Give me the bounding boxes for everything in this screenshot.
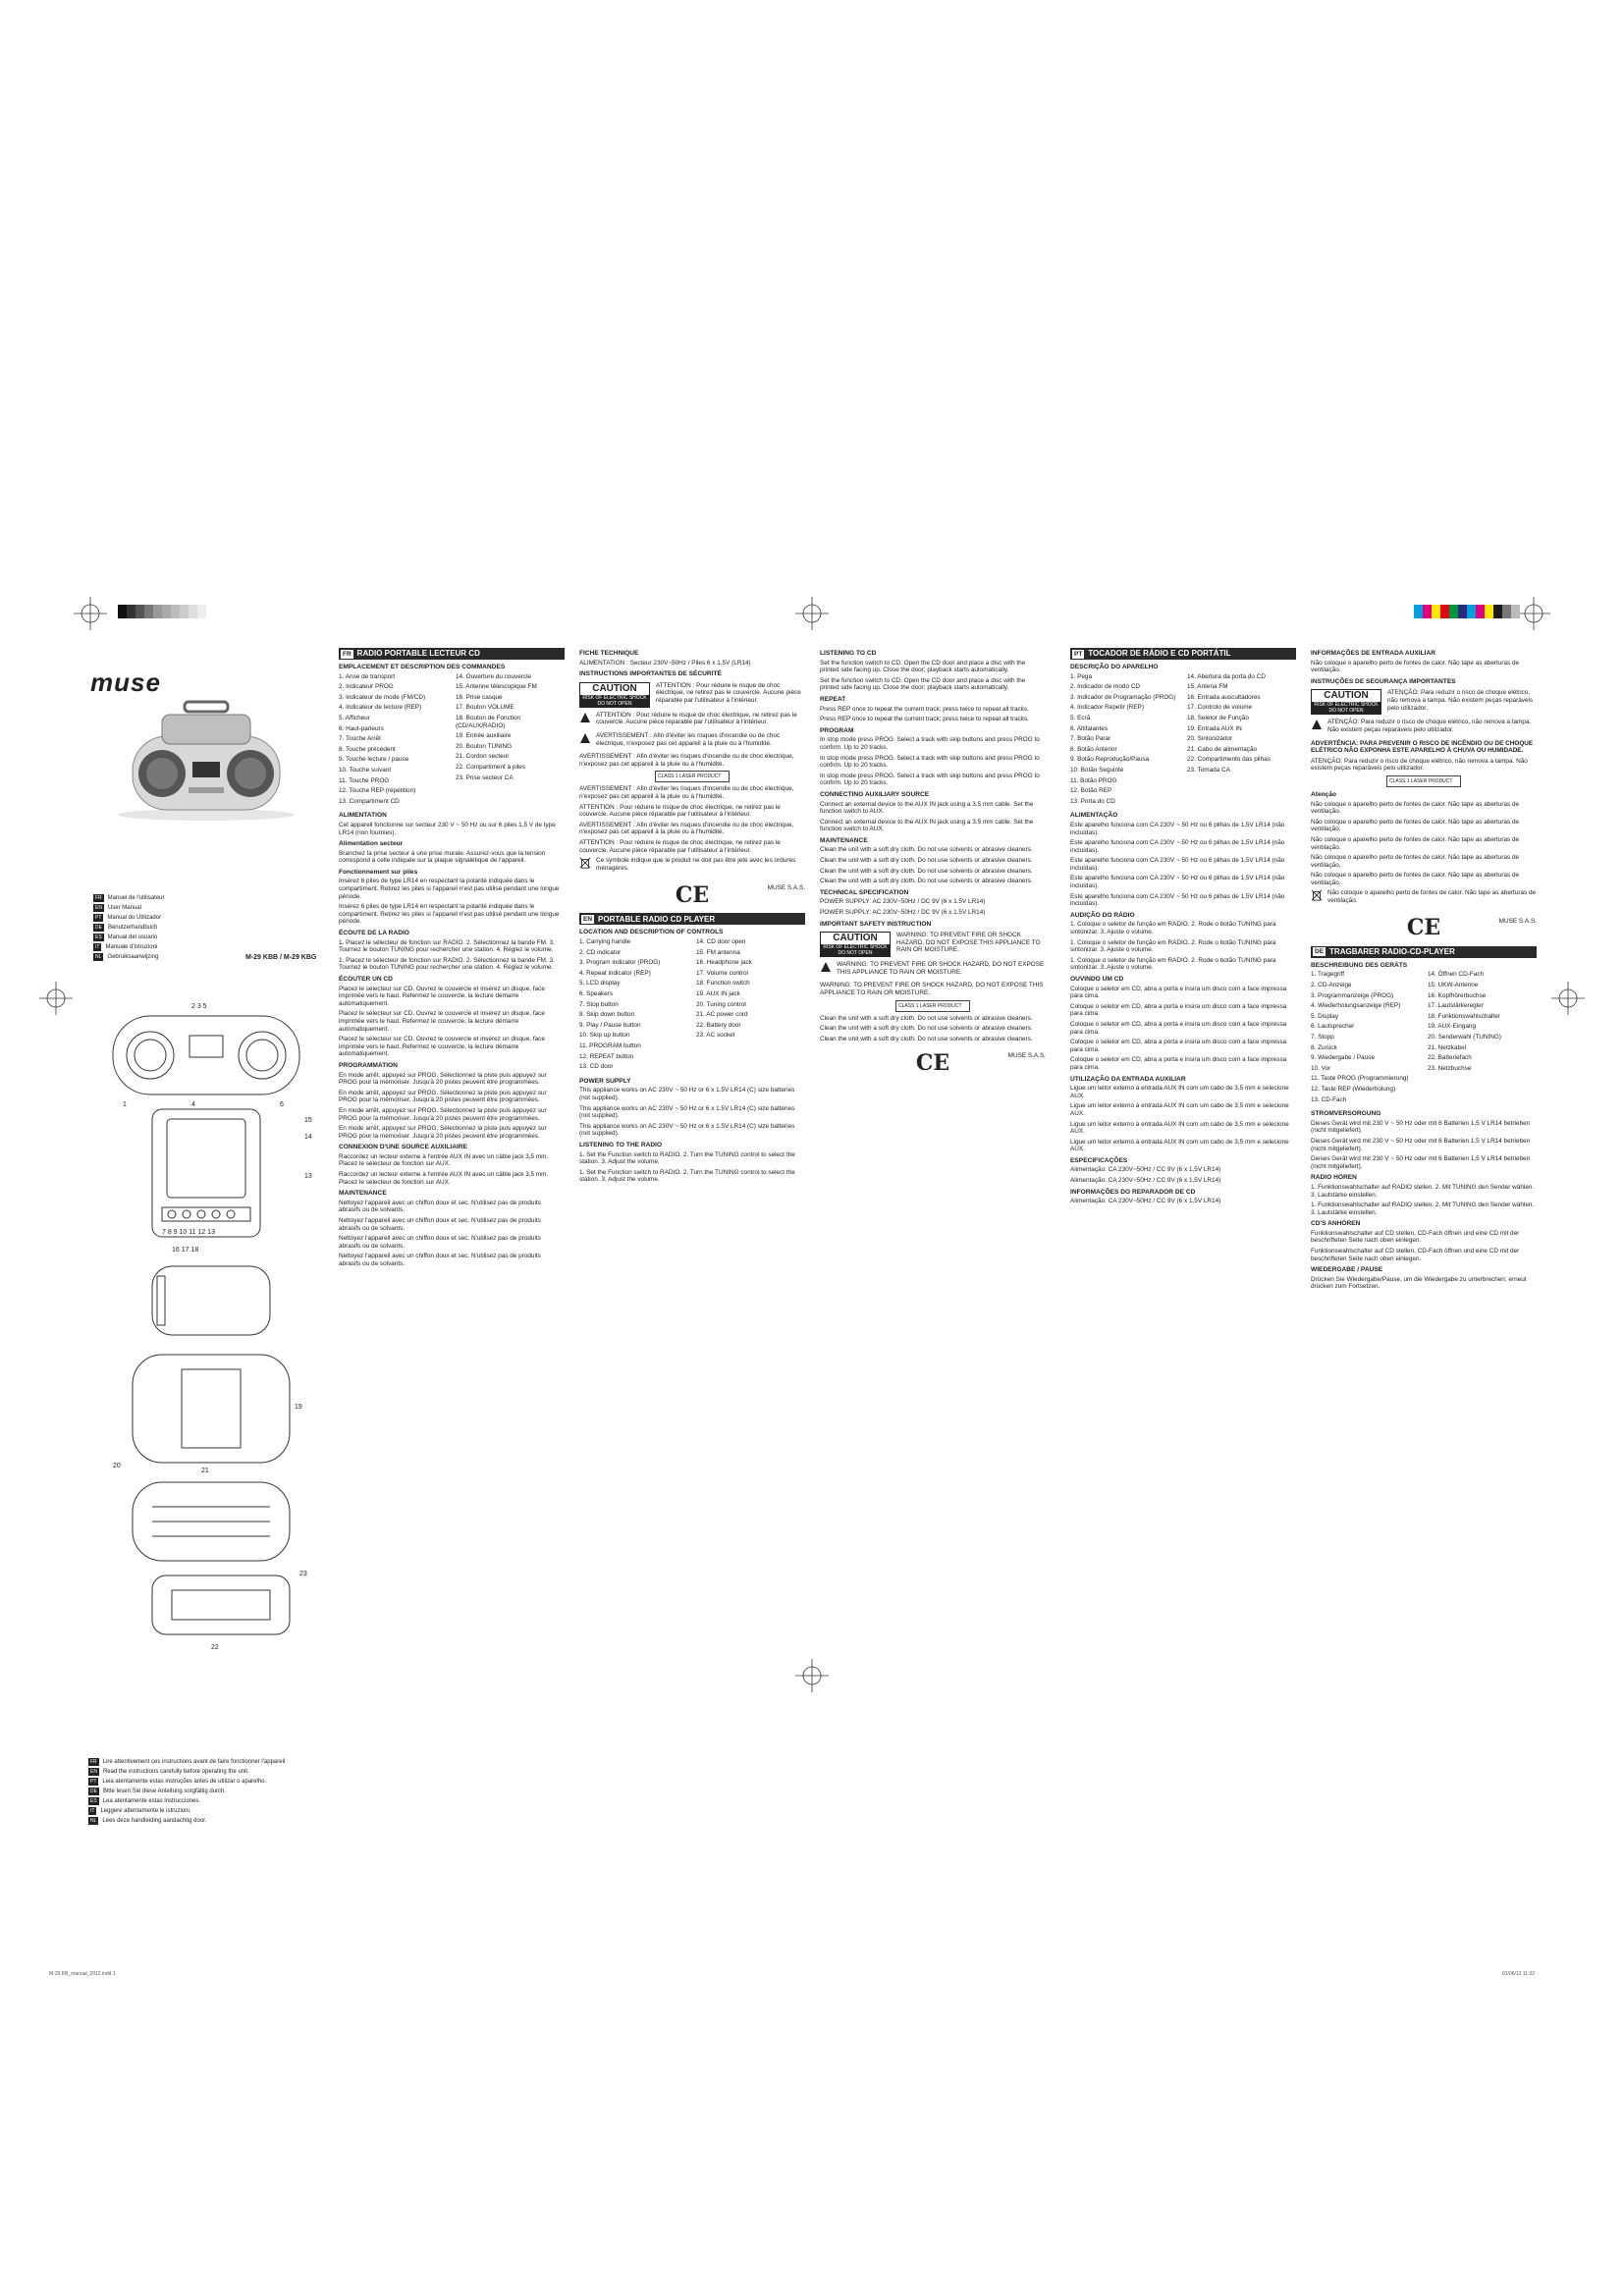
laser-label: CLASS 1 LASER PRODUCT: [655, 771, 730, 782]
section-header: DE TRAGBARER RADIO-CD-PLAYER: [1311, 946, 1537, 958]
registration-mark: [39, 982, 73, 1015]
brand-logo: muse: [90, 667, 161, 697]
lang-item: DE Benutzerhandbuch: [95, 925, 158, 931]
laser-label: CLASS 1 LASER PRODUCT: [1386, 775, 1461, 787]
callout-19: 19: [295, 1404, 302, 1411]
callout-21: 21: [201, 1468, 209, 1474]
callout-1: 1: [123, 1101, 127, 1108]
callout-top: 2 3 5: [191, 1003, 207, 1010]
footer-file: M-29 KB_manual_2012.indd 1: [49, 1971, 116, 1977]
registration-mark: [1517, 597, 1550, 630]
section-header: PT TOCADOR DE RÁDIO E CD PORTÁTIL: [1070, 648, 1296, 660]
model-number: M-29 KBB / M-29 KBG: [245, 954, 317, 961]
device-diagrams: [93, 996, 329, 1742]
caution-block: CAUTION RISK OF ELECTRIC SHOCK DO NOT OPEN WARNING: TO PREVENT FIRE OR SHOCK HAZARD, DO NOT EXPOSE THIS APPLIANCE TO RAIN OR MOISTURE.: [820, 932, 1046, 957]
caution-label: CAUTION RISK OF ELECTRIC SHOCK DO NOT OPEN: [1311, 689, 1381, 715]
callout-14: 14: [304, 1134, 312, 1141]
lang-item: ES Manual del usuario: [95, 934, 158, 940]
recycle-bin-icon: [579, 857, 591, 869]
note-item: ES Lea atentamente estas instrucciones.: [90, 1798, 201, 1804]
lang-item: NL Gebruiksaanwijzing: [95, 954, 159, 960]
registration-mark: [1551, 982, 1585, 1015]
callout-23: 23: [299, 1571, 307, 1577]
callout-4: 4: [191, 1101, 195, 1108]
note-item: NL Lees deze handleiding aandachtig door.: [90, 1818, 207, 1824]
note-item: DE Bitte lesen Sie diese Anleitung sorgfältig durch.: [90, 1789, 227, 1794]
column-pt-de: INFORMAÇÕES DE ENTRADA AUXILIAR Não coloque o aparelho perto de fontes de calor. Não tape as aberturas de ventilação. INSTRUÇÕES DE SEGURANÇA IMPORTANTES CAUTION RISK OF ELECTRIC SHOCK DO NOT OPEN ATENÇÃO: Para reduzir o risco de choque elétrico, não remova a tampa. Não existem peças reparáveis pelo utilizador. ATENÇÃO: Para reduzir o risco de choque elétrico, não remova a tampa. Não existem peças reparáveis pelo utilizador. ADVERTÊNCIA: PARA PREVENIR O RISCO DE INCÊNDIO OU DE CHOQUE ELÉTRICO NÃO EXPONHA ESTE APARELHO À CHUVA OU HUMIDADE. ATENÇÃO: Para reduzir o risco de choque elétrico, não remova a tampa. Não existem peças reparáveis pelo utilizador. CLASS 1 LASER PRODUCT Atenção Não coloque o aparelho perto de fontes de calor. Não tape as aberturas de ventilação. Não coloque o aparelho perto de fontes de calor. Não tape as aberturas de ventilação. Não coloque o aparelho perto de fontes de calor. Não tape as aberturas de ventilação. Não coloque o aparelho perto de fontes de calor. Não tape as aberturas de ventilação. Não coloque o aparelho perto de fontes de calor. Não tape as aberturas de ventilação. Não coloque o aparelho perto de fontes de calor. Não tape as aberturas de ventilação. MUSE S.A.S. CE DE TRAGBARER RADIO-CD-PLAYER BESCHREIBUNG DES GERÄTS 1. Tragegriff 2. CD-Anzeige 3. Programmanzeige (PROG) 4. Wiederholungsanzeige (REP) 5. Display 6. Lautsprecher 7. Stopp 8. Zurück 9. Wiedergabe / Pause 10. Vor 11. Taste PROG (Programmierung) 12. Taste REP (Wiederholung) 13. CD-Fach 14. Öffnen CD-Fach 15. UKW-Antenne 16. Kopfhörerbuchse 17. Lautstärkeregler 18. Funktionswahlschalter 19. AUX-Eingang 20. Senderwahl (TUNING) 21. Netzkabel 22. Batteriefach 23. Netzbuchse STROMVERSORGUNG Dieses Gerät wird mit 230 V ~ 50 Hz oder mit 6 Batterien 1,5 V LR14 betrieben (nicht mitgeliefert). Dieses Gerät wird mit 230 V ~ 50 Hz oder mit 6 Batterien 1,5 V LR14 betrieben (nicht mitgeliefert). Dieses Gerät wird mit 230 V ~ 50 Hz oder mit 6 Batterien 1,5 V LR14 betrieben (nicht mitgeliefert). RADIO HÖREN 1. Funktionswahlschalter auf RADIO stellen. 2. Mit TUNING den Sender wählen. 3. Lautstärke einstellen. 1. Funktionswahlschalter auf RADIO stellen. 2. Mit TUNING den Sender wählen. 3. Lautstärke einstellen. CD'S ANHÖREN Funktionswahlschalter auf CD stellen, CD-Fach öffnen und eine CD mit der beschrifteten Seite nach oben einlegen. Funktionswahlschalter auf CD stellen, CD-Fach öffnen und eine CD mit der beschrifteten Seite nach oben einlegen. WIEDERGABE / PAUSE Drücken Sie Wiedergabe/Pause, um die Wiedergabe zu unterbrechen; erneut drücken zum Fortsetzen.: [1311, 650, 1537, 1291]
warning-icon: [579, 712, 591, 723]
lang-item: FR Manuel de l'utilisateur: [95, 895, 165, 901]
lang-item: PT Manual do Utilizador: [95, 915, 162, 921]
note-item: EN Read the instructions carefully before operating the unit.: [90, 1769, 249, 1775]
product-photo: [108, 697, 304, 825]
callout-20: 20: [113, 1463, 121, 1469]
exclamation-icon: [579, 732, 591, 744]
footer-date: 01/06/12 11:32: [1502, 1971, 1535, 1977]
callout-13: 13: [304, 1173, 312, 1180]
color-bar: [1414, 605, 1520, 618]
note-item: IT Leggere attentamente le istruzioni.: [90, 1808, 191, 1814]
column-pt: PT TOCADOR DE RÁDIO E CD PORTÁTIL DESCRIÇÃO DO APARELHO 1. Pega 2. Indicador de modo CD 3. Indicador de Programação (PROG) 4. Indicador Repetir (REP) 5. Ecrã 6. Altifalantes 7. Botão Parar 8. Botão Anterior 9. Botão Reprodução/Pausa 10. Botão Seguinte 11. Botão PROG 12. Botão REP 13. Porta do CD 14. Abertura da porta do CD 15. Antena FM 16. Entrada auscultadores 17. Controlo de volume 18. Seletor de Função 19. Entrada AUX IN 20. Sintonizador 21. Cabo de alimentação 22. Compartimento das pilhas 23. Tomada CA ALIMENTAÇÃO Este aparelho funciona com CA 230V ~ 50 Hz ou 6 pilhas de 1,5V LR14 (não incluídas). Este aparelho funciona com CA 230V ~ 50 Hz ou 6 pilhas de 1,5V LR14 (não incluídas). Este aparelho funciona com CA 230V ~ 50 Hz ou 6 pilhas de 1,5V LR14 (não incluídas). Este aparelho funciona com CA 230V ~ 50 Hz ou 6 pilhas de 1,5V LR14 (não incluídas). Este aparelho funciona com CA 230V ~ 50 Hz ou 6 pilhas de 1,5V LR14 (não incluídas). AUDIÇÃO DO RÁDIO 1. Coloque o seletor de função em RADIO. 2. Rode o botão TUNING para sintonizar. 3. Ajuste o volume. 1. Coloque o seletor de função em RADIO. 2. Rode o botão TUNING para sintonizar. 3. Ajuste o volume. 1. Coloque o seletor de função em RADIO. 2. Rode o botão TUNING para sintonizar. 3. Ajuste o volume. OUVINDO UM CD Coloque o seletor em CD, abra a porta e insira um disco com a face impressa para cima. Coloque o seletor em CD, abra a porta e insira um disco com a face impressa para cima. Coloque o seletor em CD, abra a porta e insira um disco com a face impressa para cima. Coloque o seletor em CD, abra a porta e insira um disco com a face impressa para cima. Coloque o seletor em CD, abra a porta e insira um disco com a face impressa para cima. UTILIZAÇÃO DA ENTRADA AUXILIAR Ligue um leitor externo à entrada AUX IN com um cabo de 3,5 mm e selecione AUX. Ligue um leitor externo à entrada AUX IN com um cabo de 3,5 mm e selecione AUX. Ligue um leitor externo à entrada AUX IN com um cabo de 3,5 mm e selecione AUX. Ligue um leitor externo à entrada AUX IN com um cabo de 3,5 mm e selecione AUX. ESPECIFICAÇÕES Alimentação: CA 230V~50Hz / CC 9V (6 x 1,5V LR14) Alimentação: CA 230V~50Hz / CC 9V (6 x 1,5V LR14) INFORMAÇÕES DO REPARADOR DE CD Alimentação: CA 230V~50Hz / CC 9V (6 x 1,5V LR14): [1070, 646, 1296, 1961]
caution-block: CAUTION RISK OF ELECTRIC SHOCK DO NOT OPEN ATTENTION : Pour réduire le risque de choc électrique, ne retirez pas le couvercle. Aucune pièce réparable par l'utilisateur à l'intérieur.: [579, 682, 805, 708]
lang-item: IT Manuale d'istruzioni: [95, 944, 158, 950]
grayscale-bar: [118, 605, 206, 618]
lightning-icon: [820, 961, 832, 973]
section-header: FR RADIO PORTABLE LECTEUR CD: [339, 648, 565, 660]
registration-mark: [795, 1659, 829, 1692]
warning-icon: [1311, 719, 1323, 730]
registration-mark: [795, 597, 829, 630]
laser-label: CLASS 1 LASER PRODUCT: [895, 1000, 970, 1012]
lang-item: EN User Manual: [95, 905, 141, 911]
ce-mark: CE: [1406, 915, 1441, 941]
callout-row: 7 8 9 10 11 12 13: [162, 1229, 215, 1236]
ce-mark: CE: [915, 1049, 950, 1076]
caution-block: CAUTION RISK OF ELECTRIC SHOCK DO NOT OPEN ATENÇÃO: Para reduzir o risco de choque elétrico, não remova a tampa. Não existem peças reparáveis pelo utilizador.: [1311, 689, 1537, 715]
column-en: LISTENING TO CD Set the function switch to CD. Open the CD door and place a disc with the printed side facing up. Close the door; playback starts automatically. Set the function switch to CD. Open the CD door and place a disc with the printed side facing up. Close the door; playback starts automatically. REPEAT Press REP once to repeat the current track; press twice to repeat all tracks. Press REP once to repeat the current track; press twice to repeat all tracks. PROGRAM In stop mode press PROG. Select a track with skip buttons and press PROG to confirm. Up to 20 tracks. In stop mode press PROG. Select a track with skip buttons and press PROG to confirm. Up to 20 tracks. In stop mode press PROG. Select a track with skip buttons and press PROG to confirm. Up to 20 tracks. CONNECTING AUXILIARY SOURCE Connect an external device to the AUX IN jack using a 3.5 mm cable. Set the function switch to AUX. Connect an external device to the AUX IN jack using a 3.5 mm cable. Set the function switch to AUX. MAINTENANCE Clean the unit with a soft dry cloth. Do not use solvents or abrasive cleaners. Clean the unit with a soft dry cloth. Do not use solvents or abrasive cleaners. Clean the unit with a soft dry cloth. Do not use solvents or abrasive cleaners. Clean the unit with a soft dry cloth. Do not use solvents or abrasive cleaners. TECHNICAL SPECIFICATION POWER SUPPLY: AC 230V~50Hz / DC 9V (6 x 1.5V LR14) POWER SUPPLY: AC 230V~50Hz / DC 9V (6 x 1.5V LR14) IMPORTANT SAFETY INSTRUCTION CAUTION RISK OF ELECTRIC SHOCK DO NOT OPEN WARNING: TO PREVENT FIRE OR SHOCK HAZARD, DO NOT EXPOSE THIS APPLIANCE TO RAIN OR MOISTURE. WARNING: TO PREVENT FIRE OR SHOCK HAZARD, DO NOT EXPOSE THIS APPLIANCE TO RAIN OR MOISTURE. WARNING: TO PREVENT FIRE OR SHOCK HAZARD, DO NOT EXPOSE THIS APPLIANCE TO RAIN OR MOISTURE. CLASS 1 LASER PRODUCT Clean the unit with a soft dry cloth. Do not use solvents or abrasive cleaners. Clean the unit with a soft dry cloth. Do not use solvents or abrasive cleaners. Clean the unit with a soft dry cloth. Do not use solvents or abrasive cleaners. MUSE S.A.S. CE: [820, 650, 1046, 1076]
caution-label: CAUTION RISK OF ELECTRIC SHOCK DO NOT OPEN: [579, 682, 650, 708]
column-fr: FR RADIO PORTABLE LECTEUR CD EMPLACEMENT ET DESCRIPTION DES COMMANDES 1. Anse de transport 2. Indicateur PROG 3. Indicateur de mode (FM/CD) 4. Indicateur de lecture (REP) 5. Afficheur 6. Haut-parleurs 7. Touche Arrêt 8. Touche précédent 9. Touche lecture / pause 10. Touche suivant 11. Touche PROG 12. Touche REP (répétition) 13. Compartiment CD 14. Ouverture du couvercle 15. Antenne télescopique FM 16. Prise casque 17. Bouton VOLUME 18. Bouton de Fonction (CD/AUX/RADIO) 19. Entrée auxiliaire 20. Bouton TUNING 21. Cordon secteur 22. Compartiment à piles 23. Prise secteur CA ALIMENTATION Cet appareil fonctionne sur secteur 230 V ~ 50 Hz ou sur 6 piles 1,5 V de type LR14 (non fournies). Alimentation secteur Branchez la prise secteur à une prise murale. Assurez-vous que la tension correspond à celle indiquée sur la plaque signalétique de l'appareil. Fonctionnement sur piles Insérez 6 piles de type LR14 en respectant la polarité indiquée dans le compartiment. Retirez les piles si l'appareil n'est pas utilisé pendant une longue période. Insérez 6 piles de type LR14 en respectant la polarité indiquée dans le compartiment. Retirez les piles si l'appareil n'est pas utilisé pendant une longue période. ÉCOUTE DE LA RADIO 1. Placez le sélecteur de fonction sur RADIO. 2. Sélectionnez la bande FM. 3. Tournez le bouton TUNING pour rechercher une station. 4. Réglez le volume. 1. Placez le sélecteur de fonction sur RADIO. 2. Sélectionnez la bande FM. 3. Tournez le bouton TUNING pour rechercher une station. 4. Réglez le volume. ÉCOUTER UN CD Placez le sélecteur sur CD. Ouvrez le couvercle et insérez un disque, face imprimée vers le haut. Refermez le couvercle, la lecture démarre automatiquement. Placez le sélecteur sur CD. Ouvrez le couvercle et insérez un disque, face imprimée vers le haut. Refermez le couvercle, la lecture démarre automatiquement. Placez le sélecteur sur CD. Ouvrez le couvercle et insérez un disque, face imprimée vers le haut. Refermez le couvercle, la lecture démarre automatiquement. PROGRAMMATION En mode arrêt, appuyez sur PROG. Sélectionnez la piste puis appuyez sur PROG pour la mémoriser. Jusqu'à 20 pistes peuvent être programmées. En mode arrêt, appuyez sur PROG. Sélectionnez la piste puis appuyez sur PROG pour la mémoriser. Jusqu'à 20 pistes peuvent être programmées. En mode arrêt, appuyez sur PROG. Sélectionnez la piste puis appuyez sur PROG pour la mémoriser. Jusqu'à 20 pistes peuvent être programmées. En mode arrêt, appuyez sur PROG. Sélectionnez la piste puis appuyez sur PROG pour la mémoriser. Jusqu'à 20 pistes peuvent être programmées. CONNEXION D'UNE SOURCE AUXILIAIRE Raccordez un lecteur externe à l'entrée AUX IN avec un câble jack 3,5 mm. Placez le sélecteur de fonction sur AUX. Raccordez un lecteur externe à l'entrée AUX IN avec un câble jack 3,5 mm. Placez le sélecteur de fonction sur AUX. MAINTENANCE Nettoyez l'appareil avec un chiffon doux et sec. N'utilisez pas de produits abrasifs ou de solvants. Nettoyez l'appareil avec un chiffon doux et sec. N'utilisez pas de produits abrasifs ou de solvants. Nettoyez l'appareil avec un chiffon doux et sec. N'utilisez pas de produits abrasifs ou de solvants. Nettoyez l'appareil avec un chiffon doux et sec. N'utilisez pas de produits abrasifs ou de solvants.: [339, 646, 565, 1961]
caution-label: CAUTION RISK OF ELECTRIC SHOCK DO NOT OPEN: [820, 932, 891, 957]
cover-notes: [88, 1757, 324, 1826]
ce-mark: CE: [675, 881, 710, 908]
registration-mark: [74, 597, 107, 630]
callout-15: 15: [304, 1117, 312, 1124]
column-fr-2: FICHE TECHNIQUE ALIMENTATION : Secteur 230V~50Hz / Piles 6 x 1,5V (LR14) INSTRUCTIONS IMPORTANTES DE SÉCURITÉ CAUTION RISK OF ELECTRIC SHOCK DO NOT OPEN ATTENTION : Pour réduire le risque de choc électrique, ne retirez pas le couvercle. Aucune pièce réparable par l'utilisateur à l'intérieur. ATTENTION : Pour réduire le risque de choc électrique, ne retirez pas le couvercle. Aucune pièce réparable par l'utilisateur à l'intérieur. AVERTISSEMENT : Afin d'éviter les risques d'incendie ou de choc électrique, n'exposez pas cet appareil à la pluie ou à l'humidité. AVERTISSEMENT : Afin d'éviter les risques d'incendie ou de choc électrique, n'exposez pas cet appareil à la pluie ou à l'humidité. CLASS 1 LASER PRODUCT AVERTISSEMENT : Afin d'éviter les risques d'incendie ou de choc électrique, n'exposez pas cet appareil à la pluie ou à l'humidité. ATTENTION : Pour réduire le risque de choc électrique, ne retirez pas le couvercle. Aucune pièce réparable par l'utilisateur à l'intérieur. AVERTISSEMENT : Afin d'éviter les risques d'incendie ou de choc électrique, n'exposez pas cet appareil à la pluie ou à l'humidité. ATTENTION : Pour réduire le risque de choc électrique, ne retirez pas le couvercle. Aucune pièce réparable par l'utilisateur à l'intérieur. Ce symbole indique que le produit ne doit pas être jeté avec les ordures ménagères. MUSE S.A.S. CE EN PORTABLE RADIO CD PLAYER LOCATION AND DESCRIPTION OF CONTROLS 1. Carrying handle 2. CD indicator 3. Program indicator (PROG) 4. Repeat indicator (REP) 5. LCD display 6. Speakers 7. Stop button 8. Skip down button 9. Play / Pause button 10. Skip up button 11. PROGRAM button 12. REPEAT button 13. CD door 14. CD door open 15. FM antenna 16. Headphone jack 17. Volume control 18. Function switch 19. AUX IN jack 20. Tuning control 21. AC power cord 22. Battery door 23. AC socket POWER SUPPLY This appliance works on AC 230V ~ 50 Hz or 6 x 1.5V LR14 (C) size batteries (not supplied). This appliance works on AC 230V ~ 50 Hz or 6 x 1.5V LR14 (C) size batteries (not supplied). This appliance works on AC 230V ~ 50 Hz or 6 x 1.5V LR14 (C) size batteries (not supplied). LISTENING TO THE RADIO 1. Set the Function switch to RADIO. 2. Turn the TUNING control to select the station. 3. Adjust the volume. 1. Set the Function switch to RADIO. 2. Turn the TUNING control to select the station. 3. Adjust the volume.: [579, 650, 805, 1184]
note-item: FR Lire attentivement ces instructions avant de faire fonctionner l'appareil.: [90, 1759, 287, 1765]
recycle-bin-icon: [1311, 889, 1323, 901]
callout-6: 6: [280, 1101, 284, 1108]
note-item: PT Leia atentamente estas instruções antes de utilizar o aparelho.: [90, 1779, 267, 1785]
section-header: EN PORTABLE RADIO CD PLAYER: [579, 913, 805, 925]
callout-22: 22: [211, 1644, 219, 1651]
callout-16-18: 16 17 18: [172, 1247, 199, 1254]
cover-language-list: [93, 893, 165, 962]
